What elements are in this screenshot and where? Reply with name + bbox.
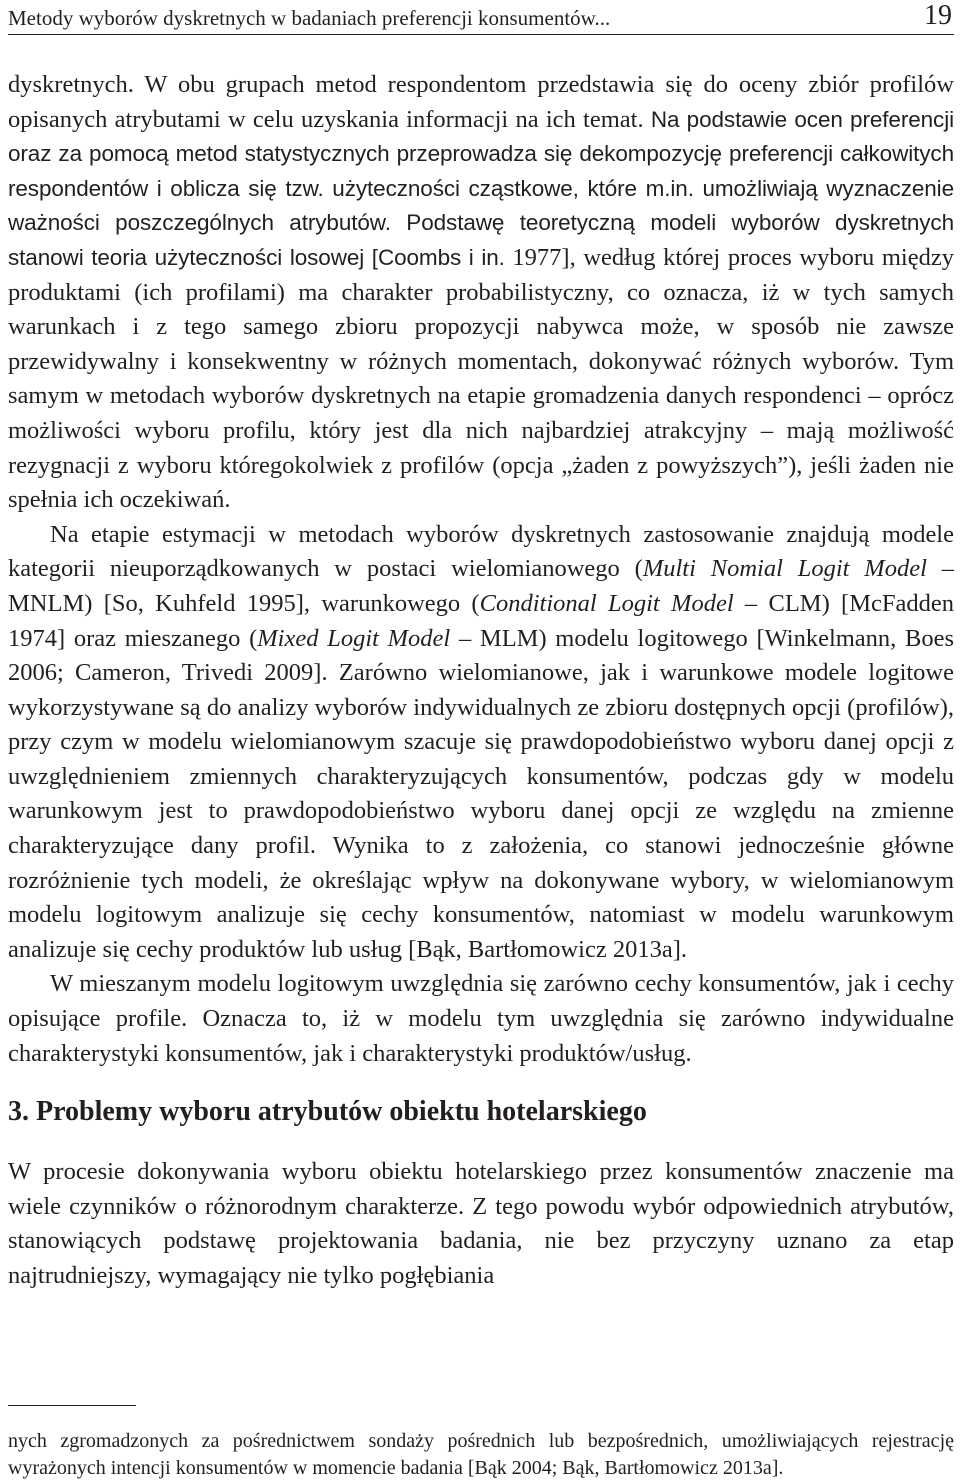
footnote-divider <box>8 1405 136 1406</box>
term-mlm: Mixed Logit Model <box>257 624 451 652</box>
page <box>8 0 954 1484</box>
paragraph-2-text-2: – MNLM) [So, Kuhfeld 1995], warunkowego ( <box>8 555 954 617</box>
running-header <box>8 0 954 35</box>
section-heading: 3. Problemy wyboru atrybutów obiektu hotelarskiego <box>8 1096 647 1128</box>
paragraph-2-text-4: – MLM) modelu logitowego [Winkelmann, Boes 2006; Cameron, Trivedi 2009]. Zarówno wielomianowe, jak i warunkowe modele logitowe wykorzystywane są do analizy wyborów indywidualnych ze zbioru dostępnych opcji (profilów), przy czym w modelu wielomianowym szacuje się prawdopodobieństwo wyboru danej opcji z uwzględnieniem zmiennych charakteryzujących konsumentów, podczas gdy w modelu warunkowym jest to prawdopodobieństwo wyboru danej opcji ze względu na zmienne charakteryzujące dany profil. Wynika to z założenia, co stanowi jednocześnie główne rozróżnienie tych modeli, że określając wpływ na dokonywane wybory, w wielomianowym modelu logitowym analizuje się cechy konsumentów, natomiast w modelu warunkowym analizuje się cechy produktów lub usług [Bąk, Bartłomowicz 2013a]. <box>8 624 955 963</box>
term-mnlm: Multi Nomial Logit Model <box>642 555 927 583</box>
body-text <box>8 68 954 1294</box>
paragraph-3: W mieszanym modelu logitowym uwzględnia się zarówno cechy konsumentów, jak i cechy opisujące profile. Oznacza to, iż w modelu tym uwzględnia się zarówno indywidualne charakterystyki konsumentów, jak i charakterystyki produktów/usług. <box>8 970 954 1067</box>
running-header-title: Metody wyborów dyskretnych w badaniach preferencji konsumentów... <box>8 6 611 30</box>
section-paragraph: W procesie dokonywania wyboru obiektu hotelarskiego przez konsumentów znaczenie ma wiele czynników o różnorodnym charakterze. Z tego powodu wybór odpowiednich atrybutów, stanowiących podstawę projektowania badania, nie bez przyczyny uznano za etap najtrudniejszy, wymagający nie tylko pogłębiania <box>8 1158 954 1289</box>
term-clm: Conditional Logit Model <box>479 589 734 617</box>
paragraph-1 <box>8 68 954 518</box>
paragraph-1-part-a: dyskretnych. W obu grupach metod respondentom przedstawia się do oceny zbiór profilów opisanych atrybutami w celu uzyskania informacji na ich temat. <box>8 71 954 133</box>
paragraph-2-text-3: – CLM) [McFadden 1974] oraz mieszanego ( <box>8 589 954 652</box>
paragraph-1-part-b: 1977], według której proces wyboru między produktami (ich profilami) ma charakter probabilistyczny, co oznacza, iż w tych samych warunkach i z tego samego zbioru propozycji nabywca może, w sposób nie zawsze przewidywalny i konsekwentny w różnych momentach, dokonywać różnych wyborów. Tym samym w metodach wyborów dyskretnych na etapie gromadzenia danych respondenci – oprócz możliwości wyboru profilu, który jest dla nich najbardziej atrakcyjny – mają możliwość rezygnacji z wyboru któregokolwiek z profilów (opcja „żaden z powyższych”), jeśli żaden nie spełnia ich oczekiwań. <box>8 243 954 514</box>
paragraph-1-sans-part: Na podstawie ocen preferencji oraz za pomocą metod statystycznych przeprowadza się dekompozycję preferencji całkowitych respondentów i oblicza się tzw. użyteczności cząstkowe, które m.in. umożliwiają wyznaczenie ważności poszczególnych atrybutów. Podstawę teoretyczną modeli wyborów dyskretnych stanowi teoria użyteczności losowej [Coombs i in. <box>8 106 954 270</box>
page-number: 19 <box>924 0 952 31</box>
footnote: nych zgromadzonych za pośrednictwem sondaży pośrednich lub bezpośrednich, umożliwiających rejestrację wyrażonych intencji konsumentów w momencie badania [Bąk 2004; Bąk, Bartłomowicz 2013a]. <box>8 1430 954 1479</box>
paragraph-2 <box>8 518 954 968</box>
paragraph-2-text-1: Na etapie estymacji w metodach wyborów dyskretnych zastosowanie znajdują modele kategorii nieuporządkowanych w postaci wielomianowego ( <box>8 520 954 583</box>
